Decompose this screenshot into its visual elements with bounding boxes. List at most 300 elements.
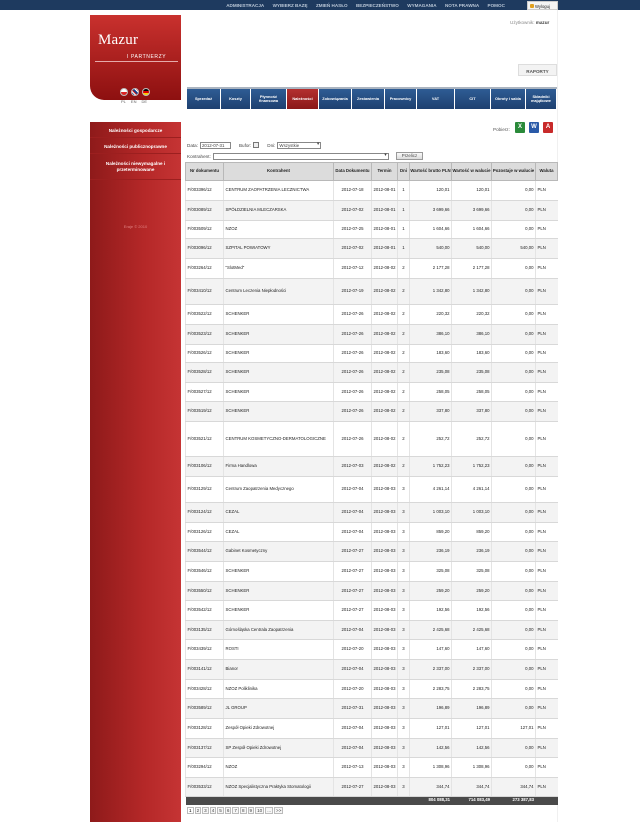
cell-dni: 3 [398,542,410,562]
cell-wartosc-brutto: 2 177,28 [410,259,452,279]
table-row[interactable] [186,259,558,279]
cell-waluta: PLN [536,503,558,523]
cell-data-dokumentu: 2012-07-04 [334,477,372,503]
cell-kontrahent: SCHENKER [224,383,334,402]
cell-dni: 3 [398,503,410,523]
cell-kontrahent: Gabinet Kosmetyczny [224,542,334,562]
cell-waluta: PLN [536,305,558,325]
table-row[interactable] [186,640,558,660]
cell-termin: 2012-08-01 [372,201,398,221]
flag-en-icon[interactable] [131,88,139,96]
cell-nr-dokumentu: F/003528/12 [186,363,224,383]
cell-pozostaje: 0,00 [492,279,536,305]
logout-label: Wyloguj [535,3,550,9]
cell-waluta: PLN [536,363,558,383]
cell-nr-dokumentu: F/003544/12 [186,542,224,562]
cell-waluta: PLN [536,660,558,680]
cell-wartosc-brutto: 1 003,10 [410,503,452,523]
cell-termin: 2012-08-03 [372,562,398,582]
tab-obroty-salda[interactable]: Obroty i salda [491,89,526,109]
cell-termin: 2012-08-03 [372,640,398,660]
table-row[interactable] [186,363,558,383]
cell-nr-dokumentu: F/003294/12 [186,758,224,778]
page-link[interactable]: 8 [241,808,245,813]
cell-termin: 2012-08-02 [372,383,398,402]
cell-waluta: PLN [536,582,558,601]
cell-pozostaje: 0,00 [492,325,536,345]
page-link[interactable]: 5 [219,808,222,813]
topnav-pomoc[interactable]: POMOC [487,3,505,8]
cell-data-dokumentu: 2012-07-04 [334,739,372,758]
cell-termin: 2012-08-03 [372,699,398,719]
cell-wartosc-waluta: 259,20 [452,582,492,601]
cell-wartosc-waluta: 192,56 [452,601,492,621]
page-link[interactable]: ... [267,808,272,813]
language-flags [120,88,150,96]
cell-dni: 3 [398,758,410,778]
cell-wartosc-waluta: 1 604,66 [452,221,492,239]
logo-name: Mazur [98,32,139,48]
cell-wartosc-brutto: 252,72 [410,422,452,457]
tab-skladniki[interactable]: Składniki majątkowe [526,89,557,109]
col-wartosc-waluta[interactable]: Wartość w walucie [452,163,492,181]
cell-wartosc-waluta: 235,08 [452,363,492,383]
cell-pozostaje: 0,00 [492,562,536,582]
date-input[interactable]: 2012-07-31 [200,142,231,149]
cell-data-dokumentu: 2012-07-26 [334,422,372,457]
table-row[interactable] [186,422,558,457]
cell-kontrahent: Zespół Opieki Zdrowotnej [224,719,334,739]
cell-waluta: PLN [536,477,558,503]
page-link[interactable]: 7 [234,808,237,813]
cell-termin: 2012-08-03 [372,601,398,621]
cell-waluta: PLN [536,422,558,457]
tab-plynnosc[interactable]: Płynność finansowa [251,89,287,109]
table-row[interactable] [186,279,558,305]
cell-pozostaje: 0,00 [492,477,536,503]
table-row[interactable] [186,562,558,582]
cell-dni: 3 [398,680,410,699]
cell-nr-dokumentu: F/003137/12 [186,739,224,758]
cell-waluta: PLN [536,383,558,402]
cell-wartosc-waluta: 859,20 [452,523,492,542]
cell-wartosc-brutto: 142,56 [410,739,452,758]
cell-data-dokumentu: 2012-07-12 [334,259,372,279]
cell-waluta: PLN [536,221,558,239]
cell-kontrahent: SP Zespół Opieki Zdrowotnej [224,739,334,758]
tab-vat[interactable]: VAT [417,89,455,109]
cell-wartosc-brutto: 1 308,96 [410,758,452,778]
export-label: Pobierz: [493,127,510,132]
page-link[interactable]: 10 [257,808,263,813]
total-wartosc-brutto: 804 088,31 [410,797,452,805]
cell-dni: 2 [398,383,410,402]
cell-dni: 3 [398,621,410,640]
left-nav-publicznoprawne[interactable]: Należności publicznoprawne [90,138,181,154]
cell-wartosc-waluta: 252,72 [452,422,492,457]
col-pozostaje[interactable]: Pozostaje w walucie [492,163,536,181]
cell-wartosc-waluta: 258,05 [452,383,492,402]
cell-wartosc-waluta: 1 003,10 [452,503,492,523]
topnav-zmien-haslo[interactable]: ZMIEŃ HASŁO [315,3,348,8]
cell-waluta: PLN [536,758,558,778]
table-row[interactable] [186,542,558,562]
cell-dni: 1 [398,239,410,259]
logout-button[interactable] [527,1,558,10]
cell-nr-dokumentu: F/003523/12 [186,325,224,345]
cell-kontrahent: CEZAL [224,523,334,542]
flag-label-pl: PL [121,99,126,104]
cell-nr-dokumentu: F/003141/12 [186,660,224,680]
cell-data-dokumentu: 2012-07-26 [334,383,372,402]
pdf-icon[interactable]: A [543,122,553,133]
col-waluta[interactable]: Waluta [536,163,558,181]
col-dni[interactable]: Dni [398,163,410,181]
cell-dni: 3 [398,601,410,621]
table-row[interactable] [186,660,558,680]
cell-waluta: PLN [536,345,558,363]
cell-wartosc-brutto: 220,32 [410,305,452,325]
cell-wartosc-waluta: 1 752,23 [452,457,492,477]
logo-divider [95,61,178,62]
cell-termin: 2012-08-02 [372,305,398,325]
cell-waluta: PLN [536,680,558,699]
cell-kontrahent: SCHENKER [224,582,334,601]
cell-kontrahent: CEZAL [224,503,334,523]
table-row[interactable] [186,719,558,739]
cell-pozostaje: 0,00 [492,660,536,680]
cell-pozostaje: 0,00 [492,758,536,778]
col-nr-dokumentu[interactable]: Nr dokumentu [186,163,224,181]
word-icon[interactable]: W [529,122,539,133]
cell-pozostaje: 0,00 [492,680,536,699]
flag-de-icon[interactable] [142,88,150,96]
cell-pozostaje: 0,00 [492,523,536,542]
total-empty-cell [186,797,224,805]
col-kontrahent[interactable]: Kontrahent [224,163,334,181]
col-data-dokumentu[interactable]: Data Dokumentu [334,163,372,181]
cell-termin: 2012-08-02 [372,325,398,345]
cell-nr-dokumentu: F/003135/12 [186,621,224,640]
flag-labels [121,99,147,104]
table-row[interactable] [186,680,558,699]
cell-termin: 2012-08-03 [372,719,398,739]
cell-termin: 2012-08-03 [372,503,398,523]
cell-wartosc-brutto: 1 604,66 [410,221,452,239]
cell-wartosc-brutto: 2 337,00 [410,660,452,680]
cell-kontrahent: SCHENKER [224,363,334,383]
filter-row-2 [187,152,423,160]
cell-nr-dokumentu: F/003509/12 [186,221,224,239]
cell-wartosc-waluta: 196,89 [452,699,492,719]
cell-kontrahent: CENTRUM KOSMETYCZNO-DERMATOLOGICZNE [224,422,334,457]
cell-kontrahent: SPÓŁDZIELNIA MLECZARSKA [224,201,334,221]
cell-wartosc-brutto: 2 425,68 [410,621,452,640]
cell-data-dokumentu: 2012-07-20 [334,680,372,699]
cell-pozostaje: 0,00 [492,457,536,477]
cell-nr-dokumentu: F/003106/12 [186,457,224,477]
cell-termin: 2012-08-03 [372,739,398,758]
tab-naleznosci[interactable]: Należności [287,89,319,109]
copyright: Eraje © 2010 [123,224,148,229]
cell-pozostaje: 0,00 [492,305,536,325]
col-termin[interactable]: Termin [372,163,398,181]
cell-nr-dokumentu: F/003410/12 [186,279,224,305]
page-link[interactable]: 1 [189,808,192,813]
cell-termin: 2012-08-03 [372,758,398,778]
przelicz-button[interactable]: Przelicz [396,152,423,160]
table-row[interactable] [186,201,558,221]
cell-nr-dokumentu: F/003096/12 [186,239,224,259]
dni-label: Dni: [267,142,276,148]
cell-kontrahent: Firma Handlowa [224,457,334,477]
cell-data-dokumentu: 2012-07-26 [334,345,372,363]
table-row[interactable] [186,699,558,719]
cell-kontrahent: "SlotMed" [224,259,334,279]
logo-area [90,10,181,122]
user-info [510,20,549,25]
cell-termin: 2012-08-03 [372,542,398,562]
page-link[interactable]: 3 [204,808,207,813]
flag-pl-icon[interactable] [120,88,128,96]
cell-nr-dokumentu: F/003522/12 [186,305,224,325]
table-row[interactable] [186,601,558,621]
cell-wartosc-brutto: 192,56 [410,601,452,621]
cell-data-dokumentu: 2012-07-27 [334,562,372,582]
bufor-label: Bufor: [238,142,252,148]
cell-pozostaje: 0,00 [492,601,536,621]
cell-termin: 2012-08-02 [372,363,398,383]
cell-termin: 2012-08-02 [372,422,398,457]
cell-pozostaje: 0,00 [492,621,536,640]
excel-icon[interactable]: X [515,122,525,133]
table-row[interactable] [186,181,558,201]
cell-data-dokumentu: 2012-07-03 [334,457,372,477]
date-label: Data: [187,142,198,148]
cell-wartosc-brutto: 127,01 [410,719,452,739]
left-column [90,10,181,822]
section-tab-raporty[interactable]: RAPORTY [518,64,557,76]
cell-data-dokumentu: 2012-07-04 [334,660,372,680]
cell-waluta: PLN [536,699,558,719]
cell-waluta: PLN [536,523,558,542]
cell-nr-dokumentu: F/003527/12 [186,383,224,402]
cell-kontrahent: SCHENKER [224,325,334,345]
pagination [187,807,283,814]
cell-kontrahent: NZOZ Poliklinika [224,680,334,699]
cell-nr-dokumentu: F/003126/12 [186,523,224,542]
cell-kontrahent: ROSTI [224,640,334,660]
cell-data-dokumentu: 2012-07-04 [334,503,372,523]
cell-wartosc-brutto: 1 342,80 [410,279,452,305]
topnav-nota-prawna[interactable]: NOTA PRAWNA [444,3,480,8]
cell-waluta: PLN [536,325,558,345]
cell-pozostaje: 0,00 [492,181,536,201]
cell-pozostaje: 0,00 [492,259,536,279]
cell-waluta: PLN [536,719,558,739]
cell-wartosc-brutto: 386,10 [410,325,452,345]
cell-waluta: PLN [536,201,558,221]
user-label: Użytkownik: [510,20,535,25]
cell-data-dokumentu: 2012-07-04 [334,719,372,739]
cell-termin: 2012-08-01 [372,239,398,259]
cell-wartosc-waluta: 2 425,68 [452,621,492,640]
total-empty-cell [536,797,558,805]
left-nav-niewymagalne[interactable]: Należności niewymagalne i przeterminowane [90,154,181,180]
topnav-bezpieczenstwo[interactable]: BEZPIECZEŃSTWO [355,3,399,8]
cell-dni: 2 [398,279,410,305]
table-header-row [186,163,558,181]
table-row[interactable] [186,221,558,239]
table-row[interactable] [186,503,558,523]
cell-wartosc-brutto: 859,20 [410,523,452,542]
cell-wartosc-waluta: 142,56 [452,739,492,758]
cell-kontrahent: SCHENKER [224,601,334,621]
cell-dni: 2 [398,345,410,363]
col-wartosc-brutto[interactable]: Wartość brutto PLN [410,163,452,181]
table-row[interactable] [186,621,558,640]
cell-wartosc-brutto: 3 699,66 [410,201,452,221]
table-row[interactable] [186,582,558,601]
tab-pracownicy[interactable]: Pracownicy [385,89,417,109]
cell-dni: 3 [398,778,410,797]
table-row[interactable] [186,383,558,402]
table-row[interactable] [186,523,558,542]
cell-data-dokumentu: 2012-07-25 [334,221,372,239]
kontrahent-select[interactable] [213,153,389,160]
cell-dni: 3 [398,562,410,582]
cell-kontrahent: SCHENKER [224,345,334,363]
cell-nr-dokumentu: F/003396/12 [186,181,224,201]
cell-dni: 3 [398,582,410,601]
cell-waluta: PLN [536,259,558,279]
total-empty-cell [334,797,372,805]
table-row[interactable] [186,402,558,422]
cell-data-dokumentu: 2012-07-04 [334,621,372,640]
total-empty-cell [372,797,398,805]
cell-termin: 2012-08-02 [372,279,398,305]
table-row[interactable] [186,477,558,503]
tab-sprzedaz[interactable]: Sprzedaż [187,89,221,109]
table-row[interactable] [186,778,558,797]
page-link[interactable]: 4 [211,808,215,813]
total-empty-cell [398,797,410,805]
cell-dni: 3 [398,739,410,758]
topnav-wybierz-baze[interactable]: WYBIERZ BAZĘ [272,3,308,8]
cell-dni: 3 [398,699,410,719]
flag-label-de: DE [141,99,148,104]
cell-data-dokumentu: 2012-07-27 [334,778,372,797]
cell-data-dokumentu: 2012-07-26 [334,305,372,325]
bufor-checkbox[interactable] [253,142,259,148]
cell-nr-dokumentu: F/003589/12 [186,699,224,719]
tab-zestawienia[interactable]: Zestawienia [352,89,385,109]
cell-data-dokumentu: 2012-07-18 [334,181,372,201]
cell-termin: 2012-08-02 [372,259,398,279]
cell-wartosc-waluta: 2 177,28 [452,259,492,279]
table-row[interactable] [186,739,558,758]
page-link[interactable]: 6 [226,808,230,813]
cell-pozostaje: 0,00 [492,542,536,562]
tab-zobowiazania[interactable]: Zobowiązania [319,89,352,109]
cell-kontrahent: Centrum Leczenia Niepłodności [224,279,334,305]
cell-data-dokumentu: 2012-07-26 [334,402,372,422]
table-row[interactable] [186,325,558,345]
table-row[interactable] [186,305,558,325]
cell-wartosc-waluta: 147,60 [452,640,492,660]
cell-wartosc-brutto: 236,19 [410,542,452,562]
cell-waluta: PLN [536,739,558,758]
cell-dni: 2 [398,305,410,325]
cell-wartosc-waluta: 220,32 [452,305,492,325]
total-empty-cell [224,797,334,805]
cell-wartosc-waluta: 236,19 [452,542,492,562]
table-row[interactable] [186,457,558,477]
cell-dni: 3 [398,660,410,680]
cell-termin: 2012-08-03 [372,523,398,542]
cell-dni: 3 [398,640,410,660]
cell-wartosc-brutto: 325,08 [410,562,452,582]
total-pozostaje: 273 387,83 [492,797,536,805]
cell-data-dokumentu: 2012-07-26 [334,325,372,345]
left-nav-gospodarcze[interactable]: Należności gospodarcze [90,122,181,138]
cell-pozostaje: 0,00 [492,582,536,601]
cell-waluta: PLN [536,279,558,305]
cell-wartosc-brutto: 337,80 [410,402,452,422]
table-row[interactable] [186,239,558,259]
total-wartosc-waluta: 714 083,49 [452,797,492,805]
cell-pozostaje: 0,00 [492,422,536,457]
cell-dni: 2 [398,402,410,422]
cell-data-dokumentu: 2012-07-20 [334,640,372,660]
cell-wartosc-waluta: 1 308,96 [452,758,492,778]
cell-waluta: PLN [536,181,558,201]
cell-nr-dokumentu: F/003128/12 [186,719,224,739]
cell-wartosc-waluta: 1 342,80 [452,279,492,305]
cell-waluta: PLN [536,457,558,477]
cell-dni: 3 [398,523,410,542]
cell-dni: 2 [398,422,410,457]
cell-waluta: PLN [536,621,558,640]
cell-termin: 2012-08-01 [372,181,398,201]
cell-pozostaje: 0,00 [492,503,536,523]
cell-wartosc-waluta: 127,01 [452,719,492,739]
receivables-table [185,162,558,805]
flag-label-en: EN [130,99,137,104]
cell-nr-dokumentu: F/003264/12 [186,259,224,279]
cell-nr-dokumentu: F/003542/12 [186,601,224,621]
table-row[interactable] [186,758,558,778]
table-row[interactable] [186,345,558,363]
cell-data-dokumentu: 2012-07-27 [334,582,372,601]
tab-koszty[interactable]: Koszty [221,89,251,109]
cell-waluta: PLN [536,601,558,621]
page-link[interactable]: 2 [196,808,200,813]
topnav-administracja[interactable]: ADMINISTRACJA [226,3,265,8]
cell-nr-dokumentu: F/003521/12 [186,422,224,457]
page-link[interactable]: >> [276,808,282,813]
cell-data-dokumentu: 2012-07-02 [334,201,372,221]
cell-pozostaje: 0,00 [492,402,536,422]
logo-subtitle: I PARTNERZY [127,54,167,60]
cell-wartosc-brutto: 4 261,14 [410,477,452,503]
page-link[interactable]: 9 [249,808,253,813]
dni-select[interactable]: Wszystkie ▾ [277,142,321,149]
cell-wartosc-brutto: 235,08 [410,363,452,383]
cell-pozostaje: 0,00 [492,383,536,402]
topnav-wymagania[interactable]: WYMAGANIA [407,3,437,8]
tab-cit[interactable]: CIT [455,89,491,109]
